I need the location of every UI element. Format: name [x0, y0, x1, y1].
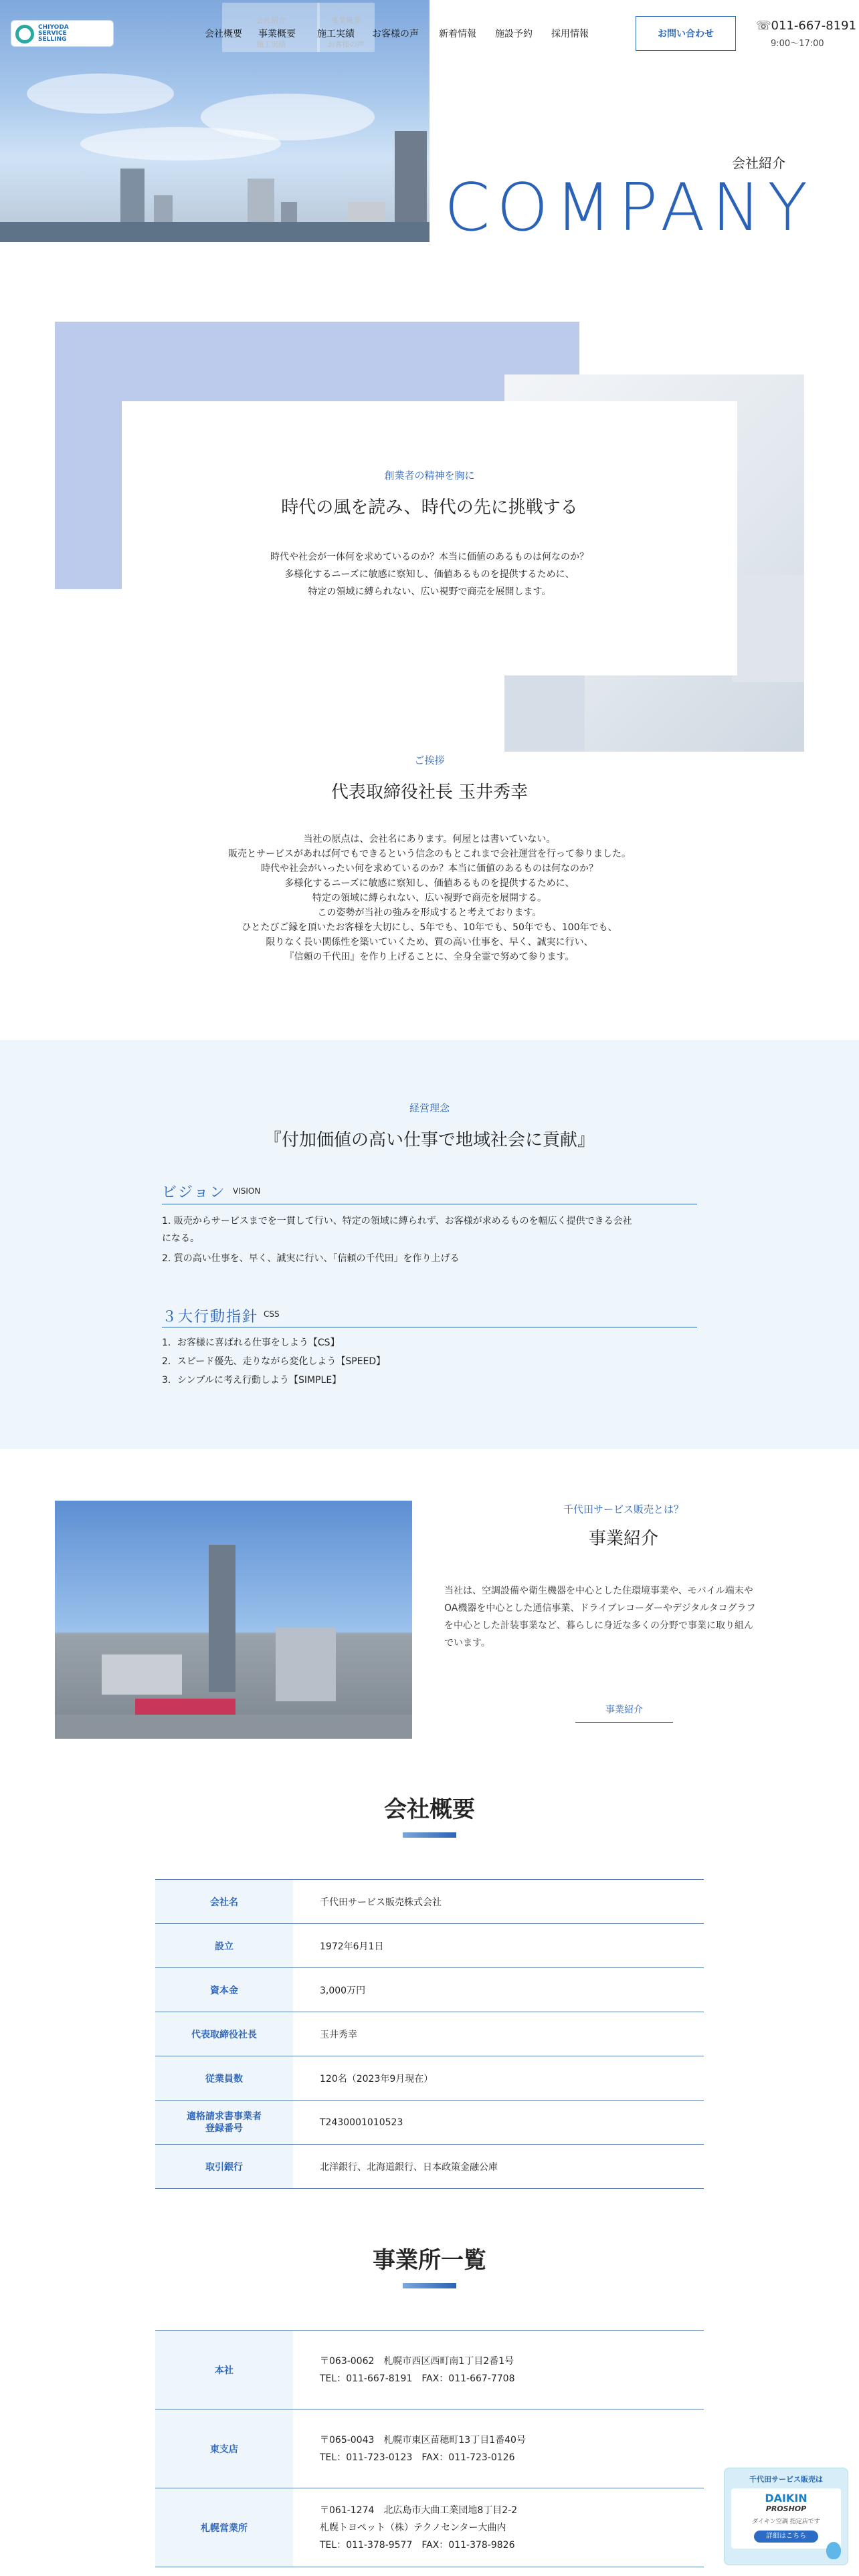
overview-table: [155, 1879, 704, 2189]
intro-heading: 時代の風を読み、時代の先に挑戦する: [281, 498, 578, 518]
overview-title-bar: [403, 1832, 456, 1838]
philosophy-eyebrow: 経営理念: [409, 1102, 450, 1114]
business-heading: 事業紹介: [588, 1529, 658, 1549]
table-row: 取引銀行 北洋銀行、北海道銀行、日本政策金融公庫: [155, 2145, 704, 2189]
mascot-icon: [826, 2542, 841, 2559]
offices-title: 事業所一覧: [373, 2247, 486, 2274]
header-hours: 9:00〜17:00: [771, 39, 824, 49]
banner-top-text: 千代田サービス販売は: [749, 2475, 823, 2484]
business-link[interactable]: [575, 1703, 673, 1723]
css-label: ３大行動指針: [162, 1309, 259, 1325]
philosophy-heading: 『付加価値の高い仕事で地域社会に貢献』: [264, 1130, 595, 1150]
nav-dropdown-ghost-2: 事業概要 お客様の声: [317, 3, 375, 52]
offices-title-bar: [403, 2283, 456, 2288]
table-row: 資本金 3,000万円: [155, 1968, 704, 2012]
table-row: 従業員数 120名（2023年9月現在）: [155, 2056, 704, 2101]
nav-news[interactable]: 新着情報: [439, 29, 476, 39]
table-row: 会社名 千代田サービス販売株式会社: [155, 1880, 704, 1924]
css-item: 2．スピード優先、走りながら変化しよう【SPEED】: [162, 1356, 386, 1367]
hero-subtitle: 会社紹介: [732, 155, 785, 171]
logo-mark-icon: [15, 25, 34, 43]
nav-works[interactable]: 施工実績: [317, 29, 355, 39]
intro-eyebrow: 創業者の精神を胸に: [384, 469, 475, 481]
business-photo-city: [55, 1501, 412, 1739]
daikin-banner[interactable]: [724, 2468, 848, 2565]
company-logo[interactable]: [11, 20, 114, 47]
banner-small-text: ダイキン空調 指定店です: [752, 2518, 820, 2525]
greeting-heading: 代表取締役社長 玉井秀幸: [330, 782, 529, 802]
css-item: 1．お客様に喜ばれる仕事をしよう【CS】: [162, 1337, 340, 1348]
site-header: [0, 0, 859, 53]
greeting-eyebrow: ご挨拶: [414, 754, 445, 766]
vision-item: 2. 質の高い仕事を、早く、誠実に行い、「信頼の千代田」を作り上げる: [162, 1253, 460, 1264]
vision-label: ビジョン: [162, 1184, 226, 1201]
nav-company[interactable]: 会社概要: [205, 29, 242, 39]
phone-icon: ☏: [756, 19, 771, 33]
table-row: 設立 1972年6月1日: [155, 1924, 704, 1968]
greeting-body: 当社の原点は、会社名にあります。何屋とは書いていない。 販売とサービスがあれば何でもできるという信念のもとこれまで会社運営を行って参りました。 時代や社会がいったい何を求めているのか？本当に価値のあるものは何なのか？ 多様化するニーズに敏感に察知し、価値あるものを提供するために、 特定の領域に縛られない、広い視野で商売を展開する。 この姿勢が当社の強みを形成すると考えております。 ひとたびご縁を頂いたお客様を大切にし、5年でも、10年でも、50年でも、100年でも、 限りなく長い関係性を築いていくため、質の高い仕事を、早く、誠実に行い、 『信頼の千代田』を作り上げることに、全身全霊で努めて参ります。: [228, 834, 631, 962]
overview-title: 会社概要: [384, 1796, 475, 1823]
banner-card: [731, 2488, 841, 2549]
table-row: 東支店 〒065-0043 札幌市東区苗穂町13丁目1番40号 TEL：011-723-0123 FAX：011-723-0126: [155, 2409, 704, 2488]
nav-reservation[interactable]: 施設予約: [495, 29, 533, 39]
table-row: 適格請求書事業者 登録番号 T2430001010523: [155, 2101, 704, 2145]
banner-detail-button[interactable]: 詳細はこちら: [754, 2531, 818, 2543]
table-row: 札幌営業所 〒061-1274 北広島市大曲工業団地8丁目2-2 札幌トヨペット（株）テクノセンター大曲内 TEL：011-378-9577 FAX：011-378-9826: [155, 2488, 704, 2567]
business-eyebrow: 千代田サービス販売とは？: [563, 1503, 684, 1515]
offices-table: [155, 2330, 704, 2567]
logo-text: CHIYODA SERVICE SELLING: [38, 24, 69, 43]
nav-business[interactable]: 事業概要: [258, 29, 296, 39]
intro-body: 時代や社会が一体何を求めているのか？本当に価値のあるものは何なのか？ 多様化するニーズに敏感に察知し、価値あるものを提供するために、 特定の領域に縛られない、広い視野で商売を展開します。: [270, 552, 589, 597]
contact-button[interactable]: お問い合わせ: [636, 16, 736, 51]
table-row: 本社 〒063-0062 札幌市西区西町南1丁目2番1号 TEL：011-667-8191 FAX：011-667-7708: [155, 2331, 704, 2409]
table-row: 代表取締役社長 玉井秀幸: [155, 2012, 704, 2056]
intro-card: [122, 401, 737, 675]
hero-title: COMPANY: [444, 170, 815, 246]
banner-proshop: PROSHOP: [765, 2504, 807, 2513]
header-tel[interactable]: ☏011-667-8191: [756, 19, 857, 33]
business-link-label: 事業紹介: [605, 1705, 643, 1715]
vision-item: 1. 販売からサービスまでを一貫して行い、特定の領域に縛られず、お客様が求めるものを幅広く提供できる会社: [162, 1216, 632, 1226]
css-item: 3．シンプルに考え行動しよう【SIMPLE】: [162, 1375, 342, 1386]
daikin-logo: DAIKIN: [765, 2492, 807, 2504]
business-text: 当社は、空調設備や衛生機器を中心とした住環境事業や、モバイル端末や OA機器を中心とした通信事業、ドライブレコーダーやデジタルタコグラフ を中心とした計装事業など、暮らしに身近な多くの分野で事業に取り組ん でいます。: [444, 1586, 756, 1648]
nav-voice[interactable]: お客様の声: [372, 29, 419, 39]
css-en: CSS: [264, 1309, 280, 1319]
vision-en: VISION: [233, 1186, 261, 1196]
nav-recruit[interactable]: 採用情報: [551, 29, 589, 39]
vision-item: になる。: [162, 1233, 199, 1244]
nav-dropdown-ghost: 会社紹介 施工実績: [222, 3, 320, 52]
